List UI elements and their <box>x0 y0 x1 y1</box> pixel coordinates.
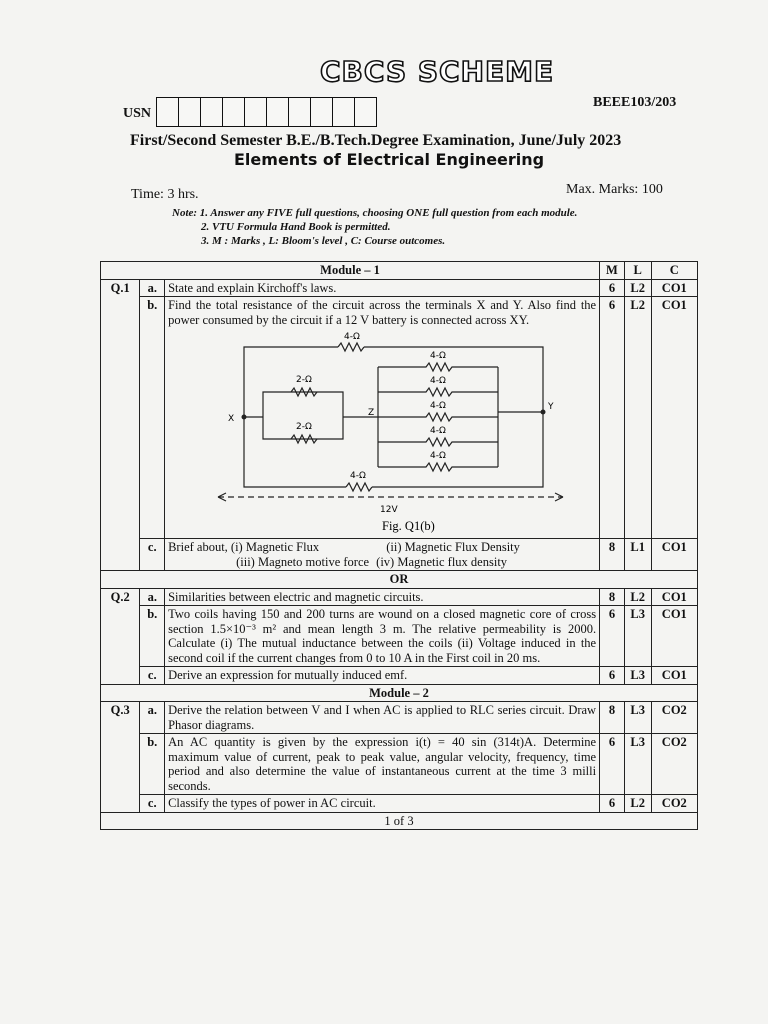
question-text: State and explain Kirchoff's laws. <box>165 279 600 297</box>
time-allowed: Time: 3 hrs. <box>131 187 199 202</box>
label-r-p2: 4-Ω <box>430 376 446 386</box>
table-row <box>101 297 698 539</box>
blooms-level: L2 <box>624 795 651 813</box>
page-number: 1 of 3 <box>101 812 698 830</box>
wire <box>244 417 346 487</box>
course-outcome: CO2 <box>651 795 697 813</box>
node-z-label: Z <box>368 408 375 418</box>
table-row <box>101 588 698 606</box>
terminal-x-dot <box>242 415 247 420</box>
label-r-2b: 2-Ω <box>296 422 312 432</box>
label-r-p1: 4-Ω <box>430 351 446 361</box>
usn-box[interactable] <box>244 97 267 127</box>
blooms-level: L3 <box>624 667 651 685</box>
wire <box>244 347 338 417</box>
question-number: Q.1 <box>101 279 140 571</box>
usn-box[interactable] <box>156 97 179 127</box>
resistor-p4 <box>378 438 498 446</box>
course-outcome: CO1 <box>651 279 697 297</box>
resistor-p2 <box>378 388 498 396</box>
note-line: Note: 1. Answer any FIVE full questions, choosing ONE full question from each module. <box>172 207 578 219</box>
question-line <box>168 540 596 555</box>
col-header-outcome: C <box>651 262 697 280</box>
sub-label: b. <box>140 297 165 539</box>
instructions <box>172 206 577 248</box>
usn-box[interactable] <box>178 97 201 127</box>
module-row <box>101 684 698 702</box>
blooms-level: L3 <box>624 702 651 734</box>
circuit-diagram <box>168 327 596 537</box>
table-row <box>101 734 698 795</box>
wire <box>372 412 543 487</box>
marks: 6 <box>600 297 625 539</box>
marks: 6 <box>600 606 625 667</box>
footer-row <box>101 812 698 830</box>
label-r-p3: 4-Ω <box>430 401 446 411</box>
question-number: Q.3 <box>101 702 140 813</box>
header-row <box>101 262 698 280</box>
note-line: 3. M : Marks , L: Bloom's level , C: Course outcomes. <box>201 235 446 247</box>
sub-label: c. <box>140 667 165 685</box>
marks: 8 <box>600 539 625 571</box>
terminal-y-label: Y <box>548 402 554 412</box>
marks: 6 <box>600 795 625 813</box>
scheme-stamp: CBCS SCHEME <box>320 55 555 88</box>
wire <box>263 392 343 417</box>
note-line: 2. VTU Formula Hand Book is permitted. <box>201 221 391 233</box>
question-text: Similarities between electric and magnetic circuits. <box>165 588 600 606</box>
course-outcome: CO1 <box>651 606 697 667</box>
circuit-figure <box>168 327 596 537</box>
marks: 8 <box>600 588 625 606</box>
question-number: Q.2 <box>101 588 140 684</box>
blooms-level: L3 <box>624 734 651 795</box>
usn-box[interactable] <box>288 97 311 127</box>
voltage-label: 12V <box>380 505 398 515</box>
resistor-p5 <box>378 463 498 471</box>
exam-title: First/Second Semester B.E./B.Tech.Degree Examination, June/July 2023 <box>130 132 622 149</box>
label-r-bottom: 4-Ω <box>350 471 366 481</box>
course-outcome: CO1 <box>651 539 697 571</box>
or-row <box>101 571 698 589</box>
course-outcome: CO1 <box>651 667 697 685</box>
usn-label: USN <box>123 106 152 121</box>
question-text: An AC quantity is given by the expression i(t) = 40 sin (314t)A. Determine maximum value of current, peak to peak value, angular velocity, frequency, time period and also determine the value of instantaneous current at the time 3 milli seconds. <box>165 734 600 795</box>
terminal-x-label: X <box>228 414 235 424</box>
sub-label: a. <box>140 588 165 606</box>
module-heading: Module – 2 <box>101 684 698 702</box>
usn-box[interactable] <box>310 97 333 127</box>
blooms-level: L2 <box>624 279 651 297</box>
label-r-top: 4-Ω <box>344 332 360 342</box>
marks: 8 <box>600 702 625 734</box>
sub-label: b. <box>140 734 165 795</box>
subject-title: Elements of Electrical Engineering <box>234 150 545 169</box>
question-text: Two coils having 150 and 200 turns are wound on a closed magnetic core of cross section 1.5×10⁻³ m² and mean length 3 m. The relative permeability is 2000. Calculate (i) The mutual inductance between the coils (ii) Voltage induced in the second coil if the current changes from 0 to 10 A in the First coil in 20 ms. <box>165 606 600 667</box>
sub-label: c. <box>140 539 165 571</box>
marks: 6 <box>600 667 625 685</box>
paper-code: BEEE103/203 <box>593 95 677 110</box>
question-text: (ii) Magnetic Flux Density <box>386 540 520 554</box>
question-cell <box>165 539 600 571</box>
course-outcome: CO1 <box>651 297 697 539</box>
table-row <box>101 667 698 685</box>
resistor-bottom <box>346 483 372 491</box>
figure-caption: Fig. Q1(b) <box>382 519 435 533</box>
table-row <box>101 606 698 667</box>
usn-box[interactable] <box>266 97 289 127</box>
question-text: Find the total resistance of the circuit across the terminals X and Y. Also find the power consumed by the circuit if a 12 V battery is connected across XY. <box>168 298 597 327</box>
module-heading: Module – 1 <box>101 262 600 280</box>
wire <box>364 347 543 412</box>
usn-box[interactable] <box>354 97 377 127</box>
or-separator: OR <box>101 571 698 589</box>
question-line <box>168 555 596 570</box>
resistor-p3 <box>378 413 498 421</box>
question-text: Brief about, (i) Magnetic Flux <box>168 540 320 554</box>
label-r-p4: 4-Ω <box>430 426 446 436</box>
label-r-p5: 4-Ω <box>430 451 446 461</box>
table-row <box>101 795 698 813</box>
question-text: Derive the relation between V and I when AC is applied to RLC series circuit. Draw Phasor diagrams. <box>165 702 600 734</box>
question-text: (iii) Magneto motive force <box>236 554 370 569</box>
blooms-level: L2 <box>624 588 651 606</box>
course-outcome: CO2 <box>651 702 697 734</box>
sub-label: a. <box>140 279 165 297</box>
table-row <box>101 702 698 734</box>
question-cell <box>165 297 600 539</box>
resistor-top <box>338 343 364 351</box>
terminal-y-dot <box>541 410 546 415</box>
sub-label: b. <box>140 606 165 667</box>
col-header-marks: M <box>600 262 625 280</box>
sub-label: a. <box>140 702 165 734</box>
max-marks: Max. Marks: 100 <box>566 182 663 197</box>
question-text: (iv) Magnetic flux density <box>376 554 508 569</box>
col-header-level: L <box>624 262 651 280</box>
course-outcome: CO1 <box>651 588 697 606</box>
usn-box[interactable] <box>332 97 355 127</box>
label-r-2a: 2-Ω <box>296 375 312 385</box>
blooms-level: L3 <box>624 606 651 667</box>
table-row <box>101 279 698 297</box>
question-text: Classify the types of power in AC circuit. <box>165 795 600 813</box>
blooms-level: L2 <box>624 297 651 539</box>
course-outcome: CO2 <box>651 734 697 795</box>
question-table <box>100 261 698 830</box>
sub-label: c. <box>140 795 165 813</box>
table-row <box>101 539 698 571</box>
usn-box[interactable] <box>200 97 223 127</box>
resistor-p1 <box>378 363 498 371</box>
usn-box[interactable] <box>222 97 245 127</box>
usn-boxes <box>157 97 377 127</box>
blooms-level: L1 <box>624 539 651 571</box>
marks: 6 <box>600 734 625 795</box>
question-text: Derive an expression for mutually induced emf. <box>165 667 600 685</box>
marks: 6 <box>600 279 625 297</box>
